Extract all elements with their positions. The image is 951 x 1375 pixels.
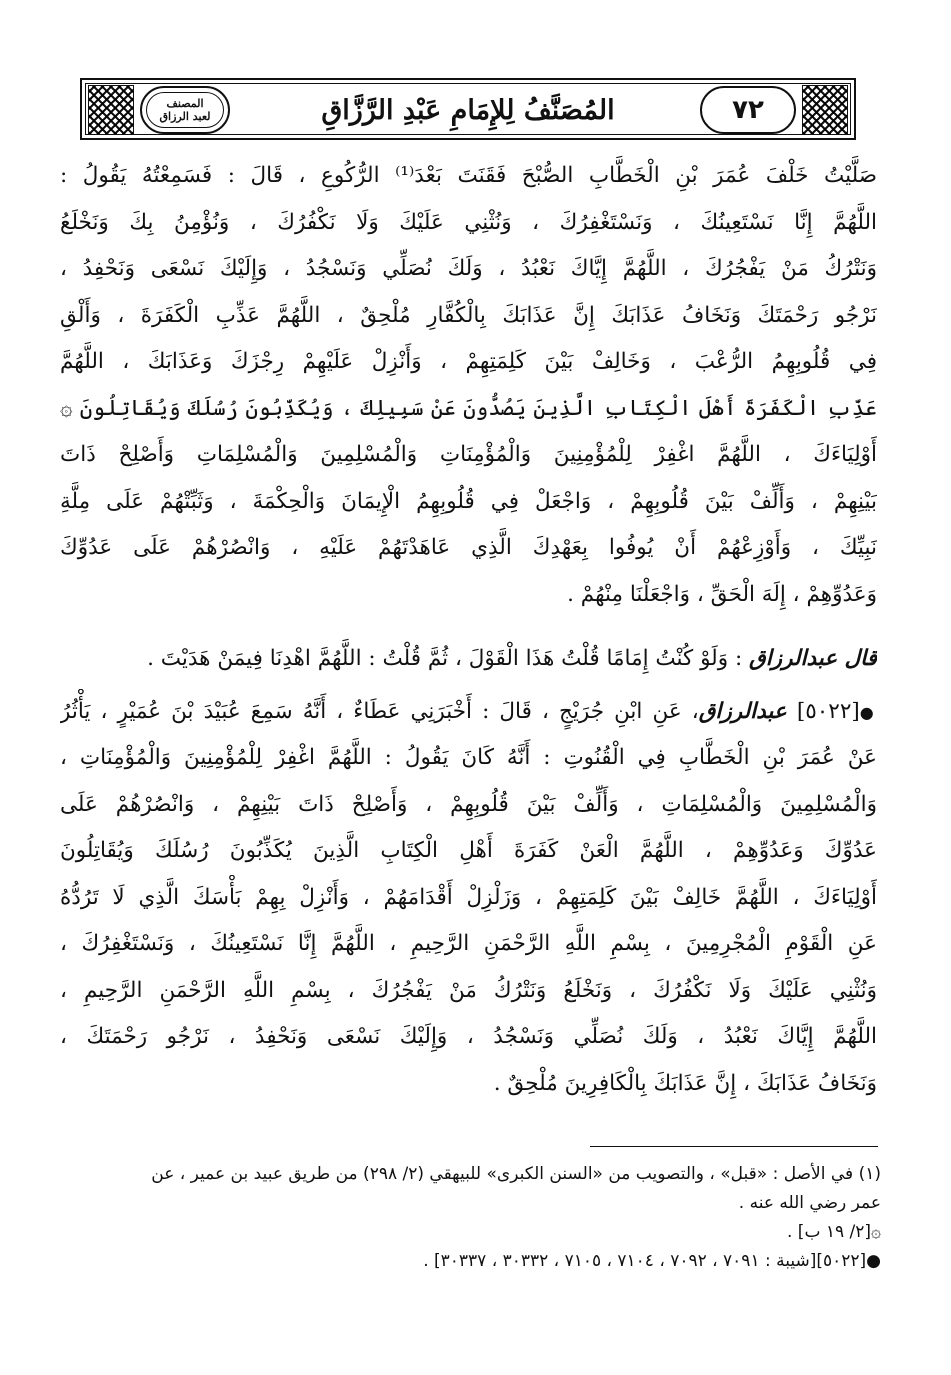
footnote-1-cont: عمر رضي الله عنه . bbox=[738, 1193, 881, 1213]
text-line: أَوْلِيَاءَكَ ، اللَّهُمَّ خَالِفْ بَيْنَ كَلِمَتِهِمْ ، وَزَلْزِلْ أَقْدَامَهُمْ ، وَأَنْزِلْ بِهِمْ بَأْسَكَ الَّذِي لَا تَرُدُّهُ bbox=[60, 884, 877, 910]
text-line: وَالْمُسْلِمِينَ وَالْمُسْلِمَاتِ ، وَأَلِّفْ بَيْنَ قُلُوبِهِمْ ، وَأَصْلِحْ ذَاتَ بَيْنِهِمْ ، وَانْصُرْهُمْ عَلَى bbox=[60, 791, 877, 817]
hadith-first-line bbox=[60, 689, 877, 736]
text-line: بَيْنِهِمْ ، وَأَلِّفْ بَيْنَ قُلُوبِهِمْ ، وَاجْعَلْ فِي قُلُوبِهِمُ الْإِيمَانَ وَالْحِكْمَةَ ، وَثَبِّتْهُمْ عَلَى مِلَّةِ bbox=[60, 488, 877, 514]
main-text bbox=[60, 153, 877, 1107]
text-line: نَرْجُو رَحْمَتَكَ وَنَخَافُ عَذَابَكَ إِنَّ عَذَابَكَ بِالْكُفَّارِ مُلْحِقٌ ، اللَّهُمَّ عَذِّبِ الْكَفَرَةَ ، وَأَلْقِ bbox=[60, 302, 877, 328]
text-line: عَنِ الْقَوْمِ الْمُجْرِمِينَ ، بِسْمِ اللَّهِ الرَّحْمَنِ الرَّحِيمِ ، اللَّهُمَّ إِنَّا نَسْتَعِينُكَ ، وَنَسْتَغْفِرُكَ ، bbox=[60, 931, 877, 956]
running-title: المُصَنَّفُ لِلإِمَامِ عَبْدِ الرَّزَّاقِ bbox=[321, 94, 615, 126]
speaker-name: قال عبدالرزاق bbox=[749, 646, 877, 671]
text-line: فِي قُلُوبِهِمُ الرُّعْبَ ، وَخَالِفْ بَيْنَ كَلِمَتِهِمْ ، وَأَنْزِلْ عَلَيْهِمْ رِجْزَكَ وَعَذَابَكَ ، اللَّهُمَّ bbox=[60, 349, 877, 374]
text-line: وَعَدُوِّهِمْ ، إِلَهَ الْحَقِّ ، وَاجْعَلْنَا مِنْهُمْ . bbox=[567, 581, 877, 607]
hadith-bullet: ● bbox=[859, 702, 877, 722]
manuscript-ref: ۞[٢/ ١٩ ب] . bbox=[787, 1222, 881, 1242]
cross-reference: ●[٥٠٢٢][شيبة : ٧٠٩١ ، ٧٠٩٢ ، ٧١٠٤ ، ٧١٠٥ ، ٣٠٣٣٢ ، ٣٠٣٣٧] . bbox=[423, 1251, 881, 1271]
footnote-separator bbox=[590, 1146, 878, 1147]
text-line: وَنَتْرُكُ مَنْ يَفْجُرُكَ ، اللَّهُمَّ إِيَّاكَ نَعْبُدُ ، وَلَكَ نُصَلِّي وَنَسْجُدُ ، وَإِلَيْكَ نَسْعَى وَنَحْفِدُ ، bbox=[60, 256, 877, 281]
hadith-text: ، عَنِ ابْنِ جُرَيْجٍ ، قَالَ : أَخْبَرَنِي عَطَاءٌ ، أَنَّهُ سَمِعَ عُبَيْدَ بْنَ عُمَيْرٍ ، يَأْثُرُ bbox=[60, 698, 699, 724]
text-line: وَنُثْنِي عَلَيْكَ وَلَا نَكْفُرُكَ ، وَنَخْلَعُ وَنَتْرُكُ مَنْ يَفْجُرُكَ ، بِسْمِ اللَّهِ الرَّحْمَنِ الرَّحِيمِ ، bbox=[60, 977, 877, 1003]
seal-text bbox=[160, 97, 211, 123]
ornament-right bbox=[802, 85, 848, 135]
text-line: نَبِيِّكَ ، وَأَوْزِعْهُمْ أَنْ يُوفُوا بِعَهْدِكَ الَّذِي عَاهَدْتَهُمْ عَلَيْهِ ، وَانْصُرْهُمْ عَلَى عَدُوِّكَ bbox=[60, 535, 877, 560]
text-line: صَلَّيْتُ خَلْفَ عُمَرَ بْنِ الْخَطَّابِ الصُّبْحَ فَقَنَتَ بَعْدَ⁽¹⁾ الرُّكُوعِ ، قَالَ : فَسَمِعْتُهُ يَقُولُ : bbox=[60, 163, 877, 188]
text-line: اللَّهُمَّ إِيَّاكَ نَعْبُدُ ، وَلَكَ نُصَلِّي وَنَسْجُدُ ، وَإِلَيْكَ نَسْعَى وَنَحْفِدُ ، نَرْجُو رَحْمَتَكَ ، bbox=[60, 1024, 877, 1049]
comment-text: : وَلَوْ كُنْتُ إِمَامًا قُلْتُ هَذَا الْقَوْلَ ، ثُمَّ قُلْتُ : اللَّهُمَّ اهْدِنَا فِيمَنْ هَدَيْتَ . bbox=[147, 646, 750, 671]
seal-line-1: المصنف bbox=[166, 97, 204, 110]
text-line: عَدُوِّكَ وَعَدُوِّهِمْ ، اللَّهُمَّ الْعَنْ كَفَرَةَ أَهْلِ الْكِتَابِ الَّذِينَ يُكَذِّبُونَ رُسُلَكَ وَيُقَاتِلُونَ bbox=[60, 838, 877, 863]
book-seal-logo bbox=[140, 86, 230, 134]
text-line: عَذِّبِ الْكَفَرَةَ أَهْلَ الْكِتَابِ الَّذِينَ يَصُدُّونَ عَنْ سَبِيلِكَ ، وَيُكَذِّبُونَ رُسُلَكَ وَيُقَاتِلُونَ ۞ bbox=[60, 395, 877, 421]
editor-comment bbox=[60, 636, 877, 683]
running-header bbox=[80, 78, 856, 140]
seal-line-2: لعبد الرزاق bbox=[159, 110, 211, 123]
footnote-1: (١) في الأصل : «قبل» ، والتصويب من «السنن الكبرى» للبيهقي (٢/ ٢٩٨) من طريق عبيد بن عمير ، عن bbox=[151, 1164, 881, 1184]
ornament-left bbox=[88, 85, 134, 135]
text-line: أَوْلِيَاءَكَ ، اللَّهُمَّ اغْفِرْ لِلْمُؤْمِنِينَ وَالْمُؤْمِنَاتِ وَالْمُسْلِمِينَ وَالْمُسْلِمَاتِ وَأَصْلِحْ ذَاتَ bbox=[60, 442, 877, 467]
text-line: وَنَخَافُ عَذَابَكَ ، إِنَّ عَذَابَكَ بِالْكَافِرِينَ مُلْحِقٌ . bbox=[493, 1070, 877, 1096]
page-number: ٧٢ bbox=[700, 86, 796, 134]
footnotes bbox=[60, 1160, 881, 1276]
hadith-number: [٥٠٢٢] bbox=[796, 698, 860, 724]
text-line: اللَّهُمَّ إِنَّا نَسْتَعِينُكَ ، وَنَسْتَغْفِرُكَ ، وَنُثْنِي عَلَيْكَ وَلَا نَكْفُرُكَ ، وَنُؤْمِنُ بِكَ وَنَخْلَعُ bbox=[60, 209, 877, 235]
narrator-name: عبدالرزاق bbox=[698, 698, 787, 724]
text-line: عَنْ عُمَرَ بْنِ الْخَطَّابِ فِي الْقُنُوتِ : أَنَّهُ كَانَ يَقُولُ : اللَّهُمَّ اغْفِرْ لِلْمُؤْمِنِينَ وَالْمُؤْمِنَاتِ ، bbox=[60, 745, 877, 770]
